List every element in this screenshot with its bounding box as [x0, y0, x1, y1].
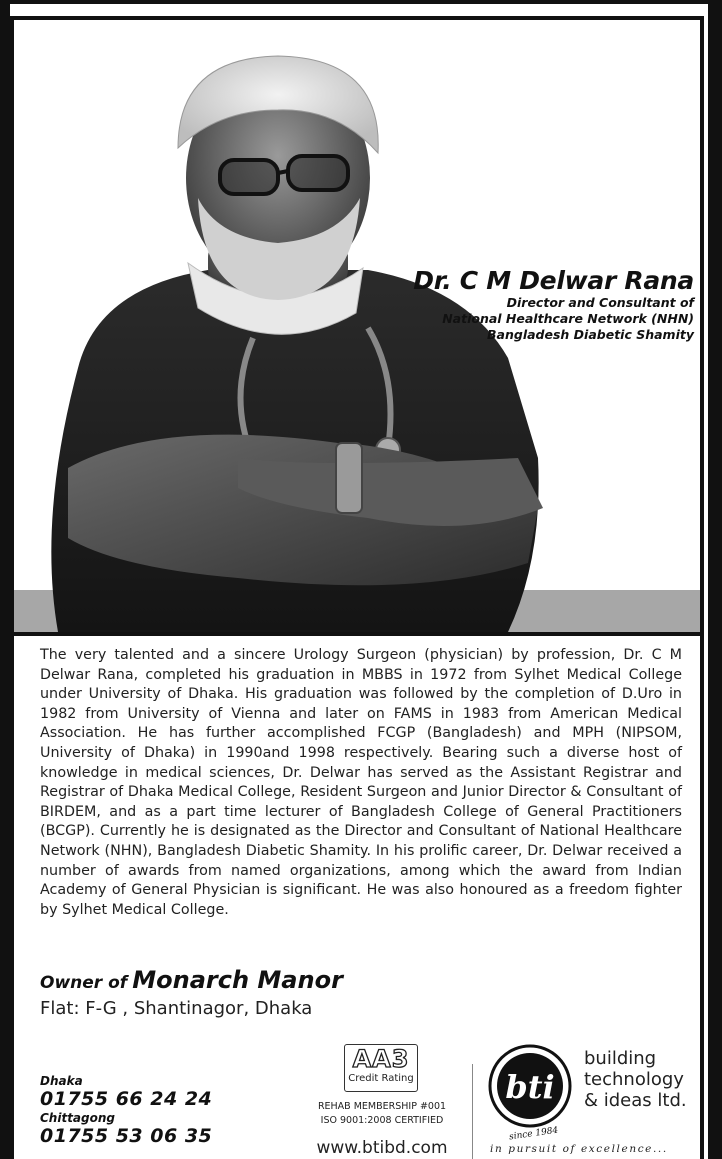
company-name [584, 1048, 687, 1111]
property-address: Flat: F-G , Shantinagor, Dhaka [40, 998, 313, 1019]
hero-section [14, 20, 700, 632]
iso-certification: ISO 9001:2008 CERTIFIED [320, 1115, 444, 1126]
rehab-membership: REHAB MEMBERSHIP #001 [317, 1101, 447, 1112]
bti-logo-icon [484, 1042, 580, 1142]
bti-logo-text: bti [505, 1068, 555, 1106]
company-name-line-3: & ideas ltd. [584, 1090, 687, 1111]
company-tagline: in pursuit of excellence... [490, 1143, 668, 1155]
contact-city: Dhaka [40, 1074, 83, 1088]
outer-border-top [0, 0, 722, 14]
owner-prefix: Owner of [40, 973, 128, 993]
contact-list [40, 1074, 212, 1148]
hero-divider [14, 632, 700, 636]
doctor-title-1: Director and Consultant of [506, 295, 694, 310]
property-name: Monarch Manor [132, 966, 343, 994]
company-name-line-2: technology [584, 1069, 684, 1090]
certifications [292, 1100, 472, 1128]
doctor-name: Dr. C M Delwar Rana [413, 266, 694, 295]
doctor-title-3: Bangladesh Diabetic Shamity [487, 327, 694, 342]
doctor-title-2: National Healthcare Network (NHN) [442, 311, 694, 326]
biography-text: The very talented and a sincere Urology Surgeon (physician) by profession, Dr. C M Delwar Rana, completed his graduation in MBBS in 1972 from Sylhet Medical College under University of Dhaka. His graduation was followed by the completion of D.Uro in 1982 from University of Vienna and later on FAMS in 1983 from American Medical Association. He has further accomplished FCGP (Bangladesh) and MPH (NIPSOM, University of Dhaka) in 1990and 1998 respectively. Bearing such a diverse host of knowledge in medical sciences, Dr. Delwar has served as the Assistant Registrar and Registrar of Dhaka Medical College, Resident Surgeon and Junior Director & Consultant of BIRDEM, and as a part time lecturer of Bangladesh College of General Practitioners (BCGP). Currently he is designated as the Director and Consultant of National Healthcare Network (NHN), Bangladesh Diabetic Shamity. In his prolific career, Dr. Delwar received a number of awards from named organizations, among which the award from Indian Academy of General Physician is significant. He was also honoured as a freedom fighter by Sylhet Medical College. [40, 647, 682, 918]
website-link[interactable]: www.btibd.com [316, 1138, 448, 1158]
credit-rating-value: AA3 [352, 1045, 410, 1073]
contact-city: Chittagong [40, 1111, 115, 1125]
outer-border-right [706, 0, 722, 1159]
bti-since: since 1984 [508, 1125, 559, 1142]
contact-phone: 01755 53 06 35 [40, 1125, 213, 1147]
credit-rating-badge [344, 1044, 418, 1092]
owner-heading [40, 966, 343, 994]
credit-rating-label: Credit Rating [348, 1073, 414, 1084]
contact-phone: 01755 66 24 24 [40, 1088, 213, 1110]
company-name-line-1: building [584, 1048, 657, 1069]
doctor-name-block [364, 266, 694, 343]
inner-border-right [700, 16, 704, 1159]
vertical-divider [472, 1064, 473, 1159]
